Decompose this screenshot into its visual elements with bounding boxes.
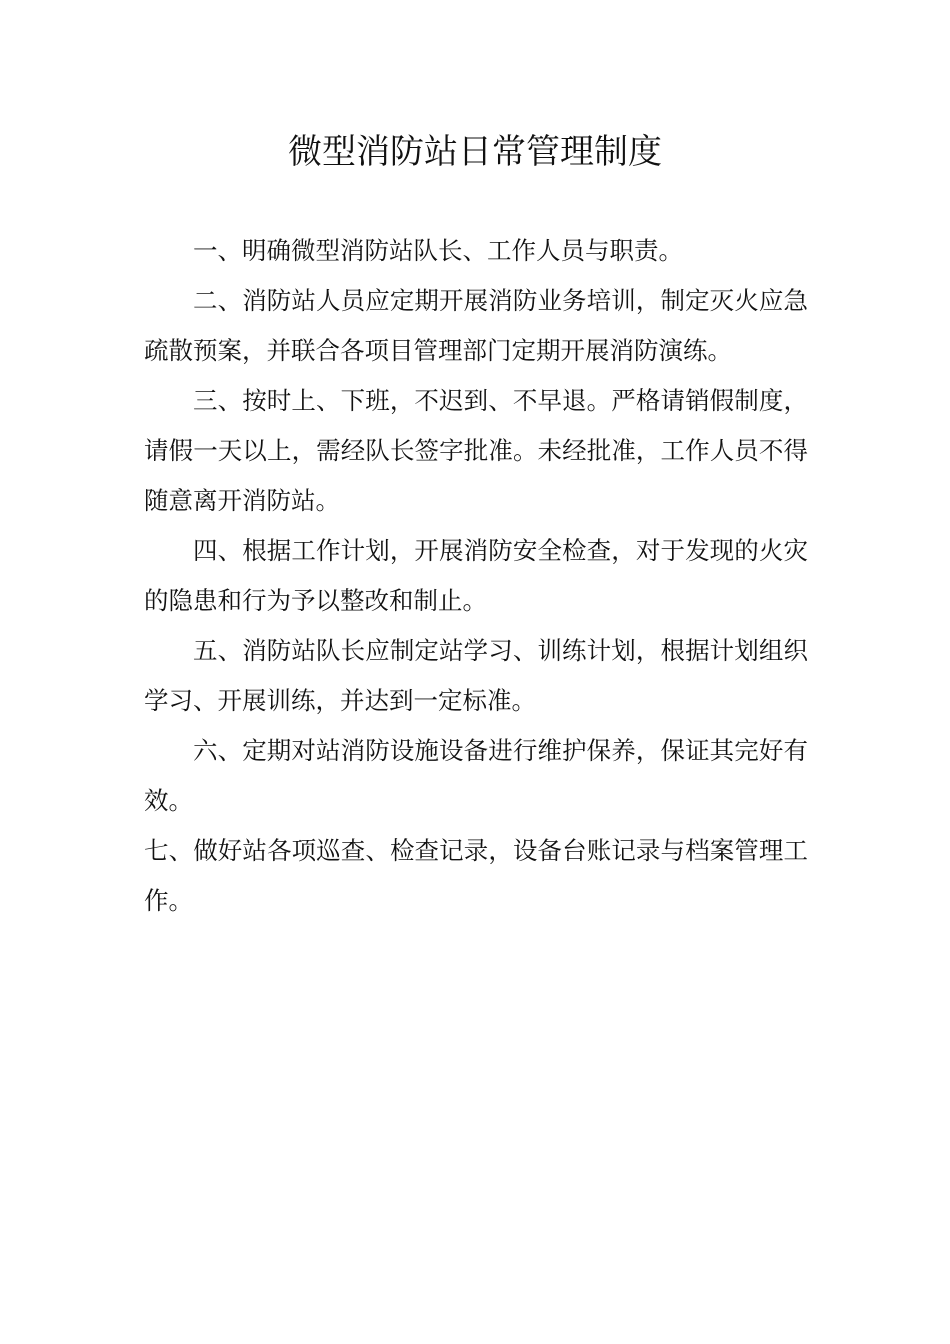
paragraph-2: 二、消防站人员应定期开展消防业务培训，制定灭火应急疏散预案，并联合各项目管理部门定期开展消防演练。 [144, 286, 808, 365]
paragraph-6: 六、定期对站消防设施设备进行维护保养，保证其完好有效。 [144, 736, 808, 815]
paragraph-7: 七、做好站各项巡查、检查记录，设备台账记录与档案管理工作。 [144, 836, 808, 915]
paragraph-5: 五、消防站队长应制定站学习、训练计划，根据计划组织学习、开展训练，并达到一定标准。 [144, 636, 808, 715]
document-body [144, 226, 808, 926]
document-title: 微型消防站日常管理制度 [288, 132, 662, 172]
paragraph-4: 四、根据工作计划，开展消防安全检查，对于发现的火灾的隐患和行为予以整改和制止。 [144, 536, 808, 615]
paragraph-1: 一、明确微型消防站队长、工作人员与职责。 [193, 236, 683, 265]
paragraph-3: 三、按时上、下班，不迟到、不早退。严格请销假制度，请假一天以上，需经队长签字批准。未经批准，工作人员不得随意离开消防站。 [144, 386, 808, 515]
